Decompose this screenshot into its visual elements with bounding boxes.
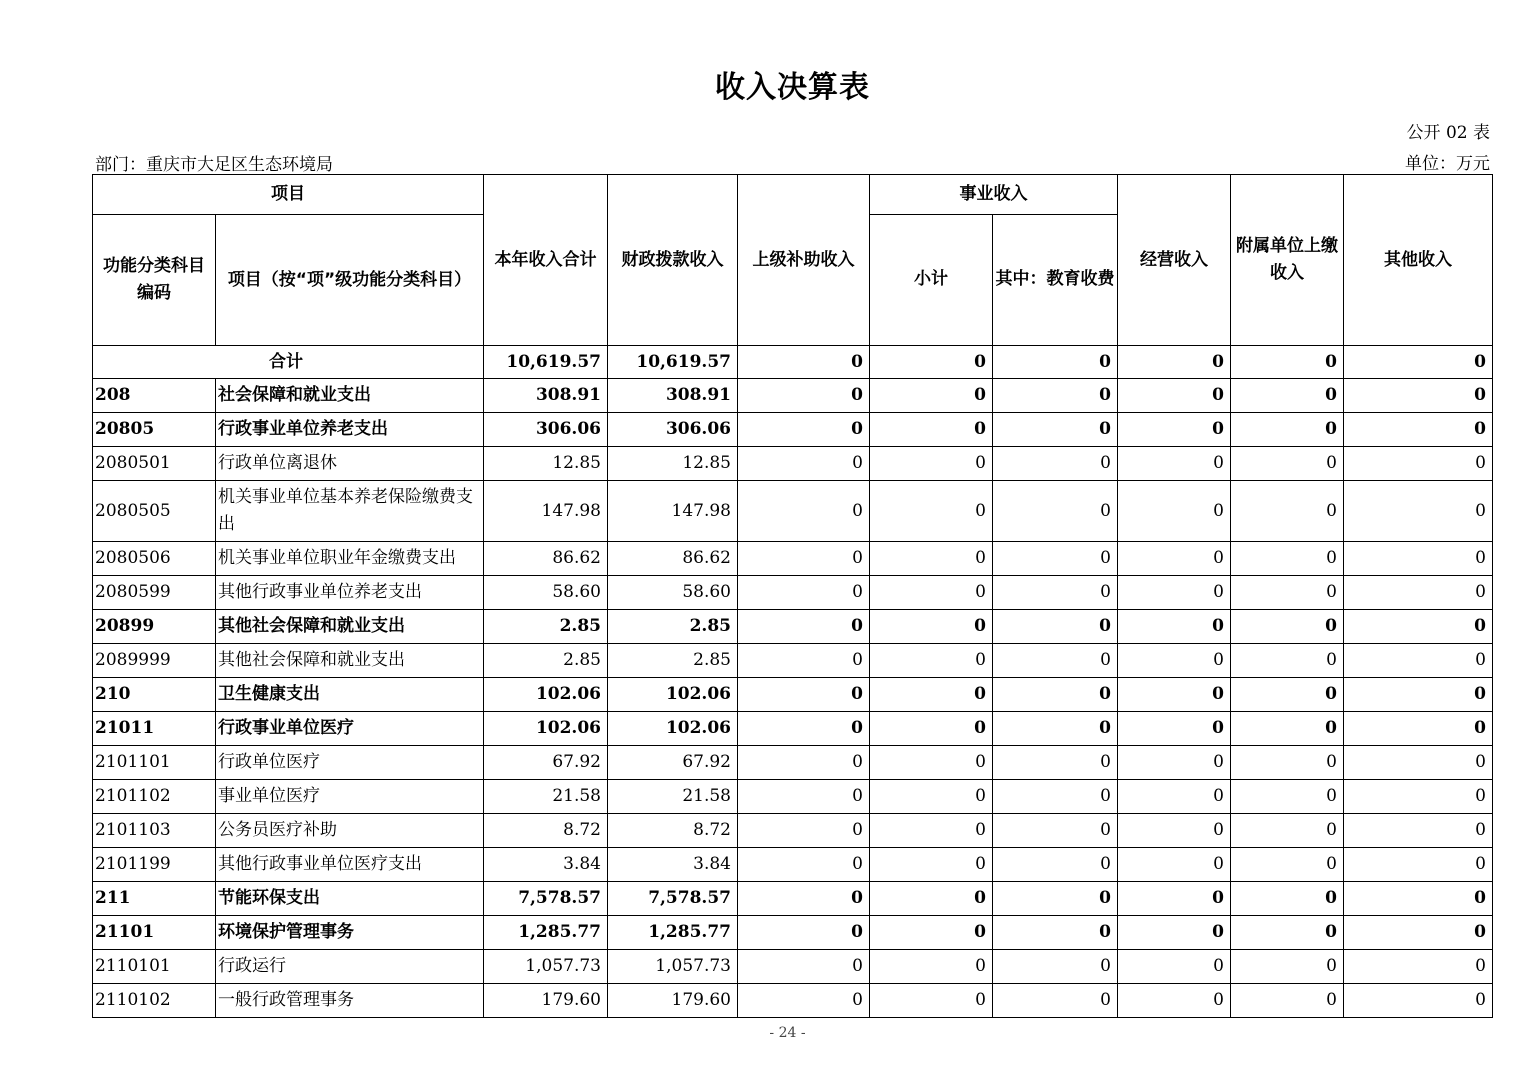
row-value: 308.91: [484, 379, 608, 413]
row-value: 0: [870, 542, 993, 576]
header-operating-income: 经营收入: [1118, 175, 1231, 346]
row-value: 0: [993, 780, 1118, 814]
row-value: 0: [870, 576, 993, 610]
row-value: 306.06: [608, 413, 738, 447]
row-value: 179.60: [484, 984, 608, 1018]
row-value: 0: [1344, 576, 1493, 610]
table-row: [93, 379, 1493, 413]
row-value: 0: [1231, 542, 1344, 576]
row-value: 0: [870, 712, 993, 746]
row-value: 0: [1344, 610, 1493, 644]
row-value: 0: [1231, 610, 1344, 644]
header-total-income: 本年收入合计: [484, 175, 608, 346]
row-code: 2110101: [93, 950, 216, 984]
row-value: 2.85: [484, 610, 608, 644]
total-row: [93, 346, 1493, 379]
row-value: 0: [870, 746, 993, 780]
row-value: 0: [1231, 576, 1344, 610]
row-code: 2101102: [93, 780, 216, 814]
row-value: 1,285.77: [608, 916, 738, 950]
row-value: 1,057.73: [608, 950, 738, 984]
row-name: 其他社会保障和就业支出: [216, 610, 484, 644]
row-value: 0: [993, 447, 1118, 481]
row-value: 0: [738, 413, 870, 447]
table-row: [93, 576, 1493, 610]
row-name: 社会保障和就业支出: [216, 379, 484, 413]
total-cell: 0: [1231, 346, 1344, 379]
row-value: 0: [1344, 644, 1493, 678]
row-value: 86.62: [608, 542, 738, 576]
row-value: 0: [1344, 780, 1493, 814]
row-value: 0: [1231, 746, 1344, 780]
row-value: 0: [870, 950, 993, 984]
table-row: [93, 848, 1493, 882]
table-row: [93, 984, 1493, 1018]
row-value: 0: [870, 916, 993, 950]
row-value: 0: [870, 848, 993, 882]
row-value: 1,285.77: [484, 916, 608, 950]
row-value: 2.85: [608, 610, 738, 644]
row-value: 0: [870, 678, 993, 712]
row-name: 行政事业单位养老支出: [216, 413, 484, 447]
row-value: 0: [1344, 712, 1493, 746]
row-value: 0: [993, 848, 1118, 882]
row-value: 8.72: [608, 814, 738, 848]
row-value: 0: [1118, 746, 1231, 780]
row-value: 0: [993, 712, 1118, 746]
total-cell: 0: [1118, 346, 1231, 379]
row-code: 2080501: [93, 447, 216, 481]
row-value: 0: [870, 780, 993, 814]
row-value: 0: [1118, 814, 1231, 848]
row-value: 306.06: [484, 413, 608, 447]
row-value: 0: [1231, 379, 1344, 413]
row-name: 其他行政事业单位养老支出: [216, 576, 484, 610]
row-value: 0: [738, 746, 870, 780]
table-row: [93, 447, 1493, 481]
row-code: 20899: [93, 610, 216, 644]
income-table: [92, 174, 1493, 1018]
row-code: 2089999: [93, 644, 216, 678]
row-value: 102.06: [484, 712, 608, 746]
row-value: 0: [738, 644, 870, 678]
row-value: 0: [1118, 780, 1231, 814]
row-value: 0: [1231, 481, 1344, 542]
row-value: 102.06: [608, 678, 738, 712]
row-name: 卫生健康支出: [216, 678, 484, 712]
row-value: 0: [993, 610, 1118, 644]
row-code: 210: [93, 678, 216, 712]
row-value: 21.58: [608, 780, 738, 814]
row-value: 8.72: [484, 814, 608, 848]
row-value: 0: [993, 678, 1118, 712]
department-label: 部门：重庆市大足区生态环境局: [95, 155, 333, 175]
row-value: 0: [1344, 481, 1493, 542]
row-value: 0: [1231, 413, 1344, 447]
row-value: 0: [1344, 950, 1493, 984]
row-name: 行政单位离退休: [216, 447, 484, 481]
row-value: 0: [1231, 780, 1344, 814]
row-value: 7,578.57: [484, 882, 608, 916]
row-value: 0: [738, 678, 870, 712]
table-row: [93, 882, 1493, 916]
table-row: [93, 542, 1493, 576]
row-value: 0: [1118, 848, 1231, 882]
header-code: 功能分类科目编码: [93, 215, 216, 346]
row-value: 0: [870, 814, 993, 848]
row-name: 行政单位医疗: [216, 746, 484, 780]
row-value: 0: [1231, 678, 1344, 712]
row-value: 0: [1344, 882, 1493, 916]
row-value: 308.91: [608, 379, 738, 413]
row-value: 0: [993, 542, 1118, 576]
row-value: 0: [870, 882, 993, 916]
row-value: 0: [1344, 984, 1493, 1018]
row-value: 102.06: [484, 678, 608, 712]
header-education-fee: 其中：教育收费: [993, 215, 1118, 346]
row-name: 机关事业单位职业年金缴费支出: [216, 542, 484, 576]
row-value: 0: [738, 481, 870, 542]
row-value: 147.98: [608, 481, 738, 542]
table-row: [93, 644, 1493, 678]
table-row: [93, 916, 1493, 950]
row-value: 0: [1344, 542, 1493, 576]
row-value: 0: [738, 379, 870, 413]
row-name: 一般行政管理事务: [216, 984, 484, 1018]
row-code: 2110102: [93, 984, 216, 1018]
row-value: 102.06: [608, 712, 738, 746]
row-name: 节能环保支出: [216, 882, 484, 916]
row-code: 2101103: [93, 814, 216, 848]
row-value: 67.92: [608, 746, 738, 780]
row-value: 0: [1118, 678, 1231, 712]
table-row: [93, 814, 1493, 848]
row-value: 0: [1118, 542, 1231, 576]
row-code: 2101101: [93, 746, 216, 780]
row-value: 0: [993, 413, 1118, 447]
row-value: 0: [1118, 882, 1231, 916]
row-value: 0: [1231, 814, 1344, 848]
table-row: [93, 481, 1493, 542]
row-value: 0: [1344, 848, 1493, 882]
form-number: 公开 02 表: [1406, 123, 1490, 143]
header-row-1: [93, 175, 1493, 215]
row-value: 0: [738, 576, 870, 610]
row-value: 21.58: [484, 780, 608, 814]
row-value: 0: [993, 882, 1118, 916]
row-value: 0: [993, 379, 1118, 413]
row-value: 67.92: [484, 746, 608, 780]
row-value: 0: [993, 746, 1118, 780]
row-value: 0: [1231, 848, 1344, 882]
row-value: 0: [738, 848, 870, 882]
row-value: 0: [993, 950, 1118, 984]
row-value: 0: [870, 644, 993, 678]
row-name: 环境保护管理事务: [216, 916, 484, 950]
row-value: 0: [1231, 950, 1344, 984]
row-value: 0: [1118, 481, 1231, 542]
row-value: 0: [870, 984, 993, 1018]
header-project: 项目: [93, 175, 484, 215]
row-value: 2.85: [608, 644, 738, 678]
row-value: 86.62: [484, 542, 608, 576]
total-cell: 0: [1344, 346, 1493, 379]
row-value: 3.84: [608, 848, 738, 882]
row-value: 0: [1344, 447, 1493, 481]
row-value: 0: [993, 916, 1118, 950]
row-value: 0: [870, 379, 993, 413]
total-cell: 10,619.57: [484, 346, 608, 379]
header-superior-subsidy: 上级补助收入: [738, 175, 870, 346]
row-value: 0: [738, 916, 870, 950]
row-value: 0: [1118, 950, 1231, 984]
page-number: - 24 -: [769, 1025, 806, 1041]
header-fiscal-income: 财政拨款收入: [608, 175, 738, 346]
row-value: 0: [1344, 413, 1493, 447]
row-value: 0: [993, 984, 1118, 1018]
row-code: 2080599: [93, 576, 216, 610]
row-code: 21101: [93, 916, 216, 950]
row-value: 0: [993, 814, 1118, 848]
row-value: 0: [738, 814, 870, 848]
row-value: 0: [738, 882, 870, 916]
row-name: 其他社会保障和就业支出: [216, 644, 484, 678]
row-value: 0: [1344, 678, 1493, 712]
row-value: 0: [1118, 712, 1231, 746]
row-code: 21011: [93, 712, 216, 746]
table-row: [93, 678, 1493, 712]
row-name: 机关事业单位基本养老保险缴费支出: [216, 481, 484, 542]
row-value: 0: [1231, 984, 1344, 1018]
total-label: 合计: [93, 346, 484, 379]
header-other-income: 其他收入: [1344, 175, 1493, 346]
row-value: 0: [1231, 447, 1344, 481]
row-value: 0: [1118, 413, 1231, 447]
row-value: 0: [1118, 984, 1231, 1018]
row-value: 0: [870, 610, 993, 644]
row-value: 0: [1231, 916, 1344, 950]
row-value: 3.84: [484, 848, 608, 882]
total-cell: 0: [870, 346, 993, 379]
row-value: 147.98: [484, 481, 608, 542]
row-code: 2080505: [93, 481, 216, 542]
row-value: 58.60: [484, 576, 608, 610]
row-value: 0: [1231, 882, 1344, 916]
row-value: 0: [993, 576, 1118, 610]
row-value: 0: [738, 950, 870, 984]
table-row: [93, 746, 1493, 780]
total-cell: 0: [993, 346, 1118, 379]
row-code: 2101199: [93, 848, 216, 882]
table-row: [93, 712, 1493, 746]
row-name: 事业单位医疗: [216, 780, 484, 814]
row-value: 0: [1344, 379, 1493, 413]
row-code: 211: [93, 882, 216, 916]
row-value: 0: [1118, 576, 1231, 610]
unit-label: 单位：万元: [1405, 154, 1490, 174]
row-value: 0: [738, 610, 870, 644]
row-code: 2080506: [93, 542, 216, 576]
row-value: 0: [738, 447, 870, 481]
row-value: 0: [738, 984, 870, 1018]
row-value: 0: [1118, 379, 1231, 413]
row-value: 7,578.57: [608, 882, 738, 916]
row-value: 0: [1118, 447, 1231, 481]
row-value: 0: [1231, 644, 1344, 678]
row-value: 0: [870, 413, 993, 447]
row-value: 0: [738, 712, 870, 746]
header-affiliated-income: 附属单位上缴收入: [1231, 175, 1344, 346]
total-cell: 10,619.57: [608, 346, 738, 379]
row-value: 0: [1344, 916, 1493, 950]
row-value: 0: [870, 481, 993, 542]
row-value: 0: [1118, 916, 1231, 950]
row-value: 0: [1118, 644, 1231, 678]
row-value: 0: [1118, 610, 1231, 644]
table-row: [93, 413, 1493, 447]
row-name: 行政事业单位医疗: [216, 712, 484, 746]
table-row: [93, 950, 1493, 984]
header-item-name: 项目（按“项”级功能分类科目）: [216, 215, 484, 346]
header-subtotal: 小计: [870, 215, 993, 346]
row-value: 2.85: [484, 644, 608, 678]
row-value: 12.85: [608, 447, 738, 481]
header-business-income: 事业收入: [870, 175, 1118, 215]
row-value: 12.85: [484, 447, 608, 481]
row-code: 208: [93, 379, 216, 413]
row-value: 179.60: [608, 984, 738, 1018]
row-name: 其他行政事业单位医疗支出: [216, 848, 484, 882]
total-cell: 0: [738, 346, 870, 379]
row-value: 0: [1344, 746, 1493, 780]
table-row: [93, 780, 1493, 814]
row-value: 0: [870, 447, 993, 481]
row-value: 0: [993, 644, 1118, 678]
row-value: 58.60: [608, 576, 738, 610]
row-code: 20805: [93, 413, 216, 447]
table-row: [93, 610, 1493, 644]
row-value: 1,057.73: [484, 950, 608, 984]
row-value: 0: [738, 780, 870, 814]
row-value: 0: [993, 481, 1118, 542]
page-title: 收入决算表: [715, 70, 870, 105]
row-value: 0: [1344, 814, 1493, 848]
row-name: 行政运行: [216, 950, 484, 984]
row-value: 0: [738, 542, 870, 576]
row-value: 0: [1231, 712, 1344, 746]
row-name: 公务员医疗补助: [216, 814, 484, 848]
